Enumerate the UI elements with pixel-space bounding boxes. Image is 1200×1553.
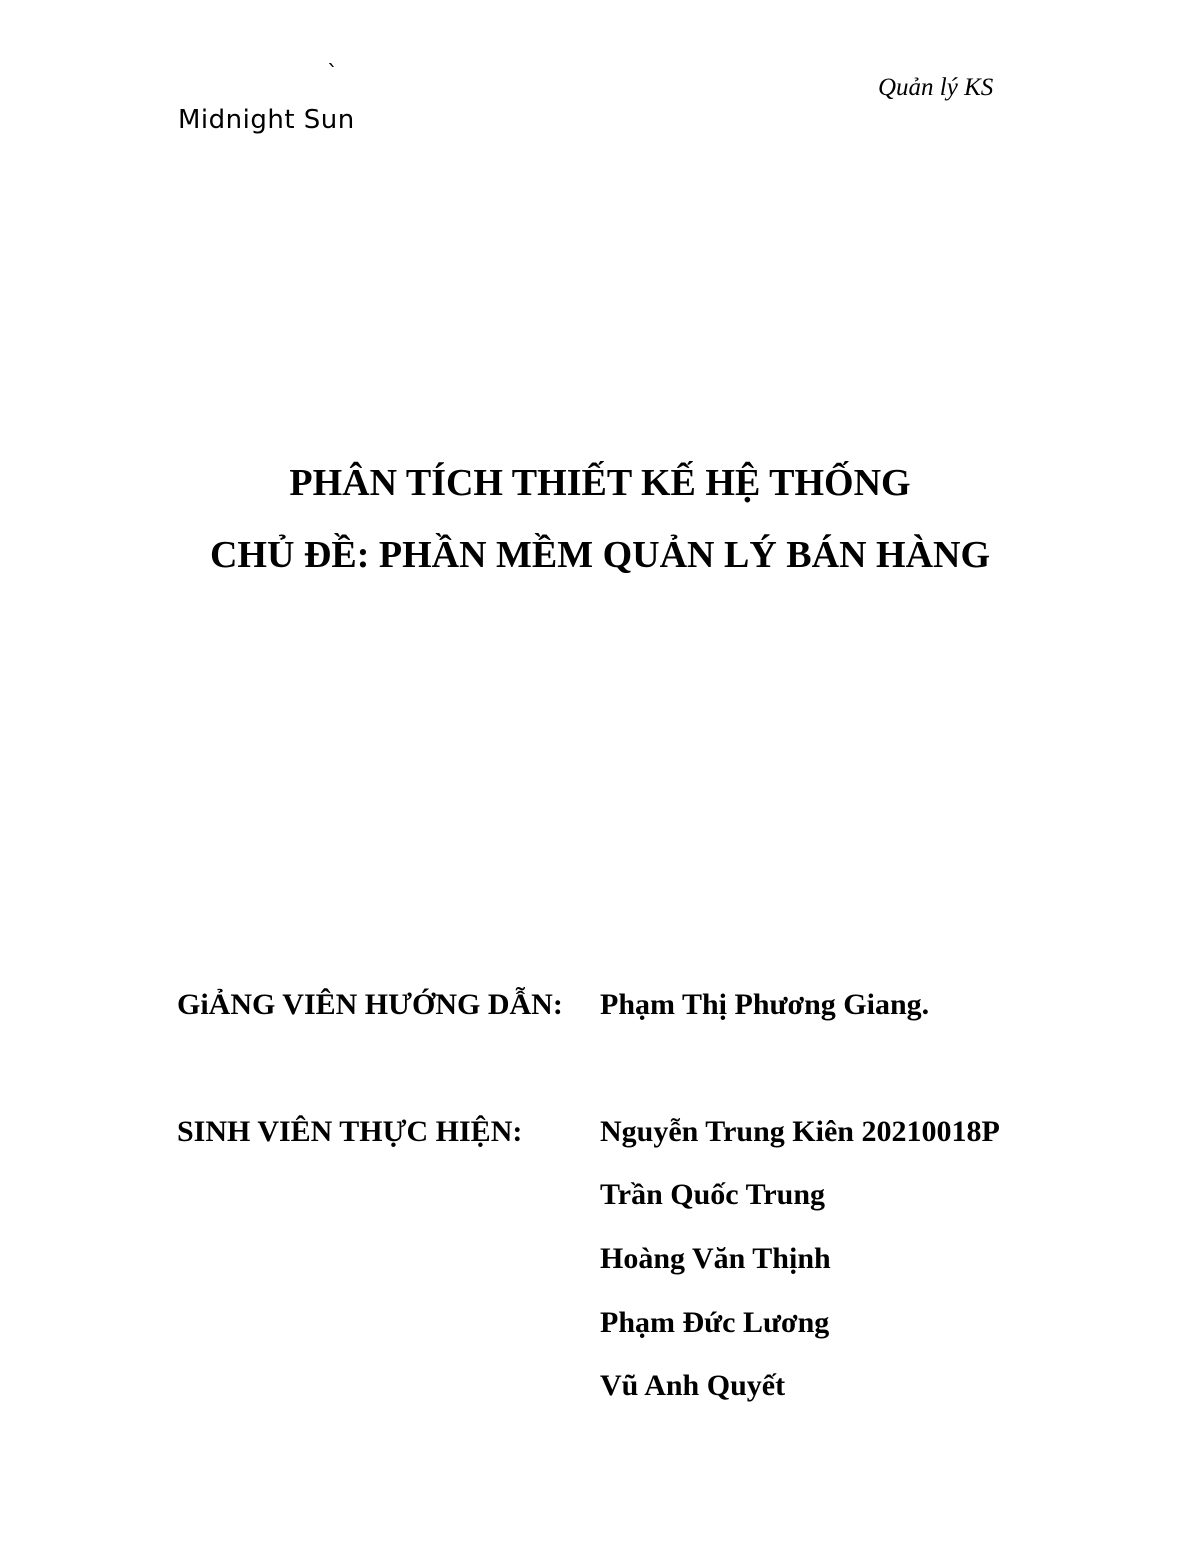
student-name: Phạm Đức Lương xyxy=(600,1306,830,1339)
student-name: Hoàng Văn Thịnh xyxy=(600,1242,831,1275)
header-left-text: Midnight Sun xyxy=(178,105,355,135)
student-name: Trần Quốc Trung xyxy=(600,1178,826,1211)
header-right-text: Quản lý KS xyxy=(878,74,994,101)
student-name: Vũ Anh Quyết xyxy=(600,1369,786,1402)
document-title: PHÂN TÍCH THIẾT KẾ HỆ THỐNG xyxy=(289,462,911,504)
students-label: SINH VIÊN THỰC HIỆN: xyxy=(177,1115,523,1148)
document-subtitle: CHỦ ĐỀ: PHẦN MỀM QUẢN LÝ BÁN HÀNG xyxy=(209,534,991,576)
advisor-label: GiẢNG VIÊN HƯỚNG DẪN: xyxy=(177,988,563,1021)
student-name: Nguyễn Trung Kiên 20210018P xyxy=(600,1115,1000,1148)
header-mark: ` xyxy=(327,62,338,87)
advisor-name: Phạm Thị Phương Giang. xyxy=(600,988,930,1021)
